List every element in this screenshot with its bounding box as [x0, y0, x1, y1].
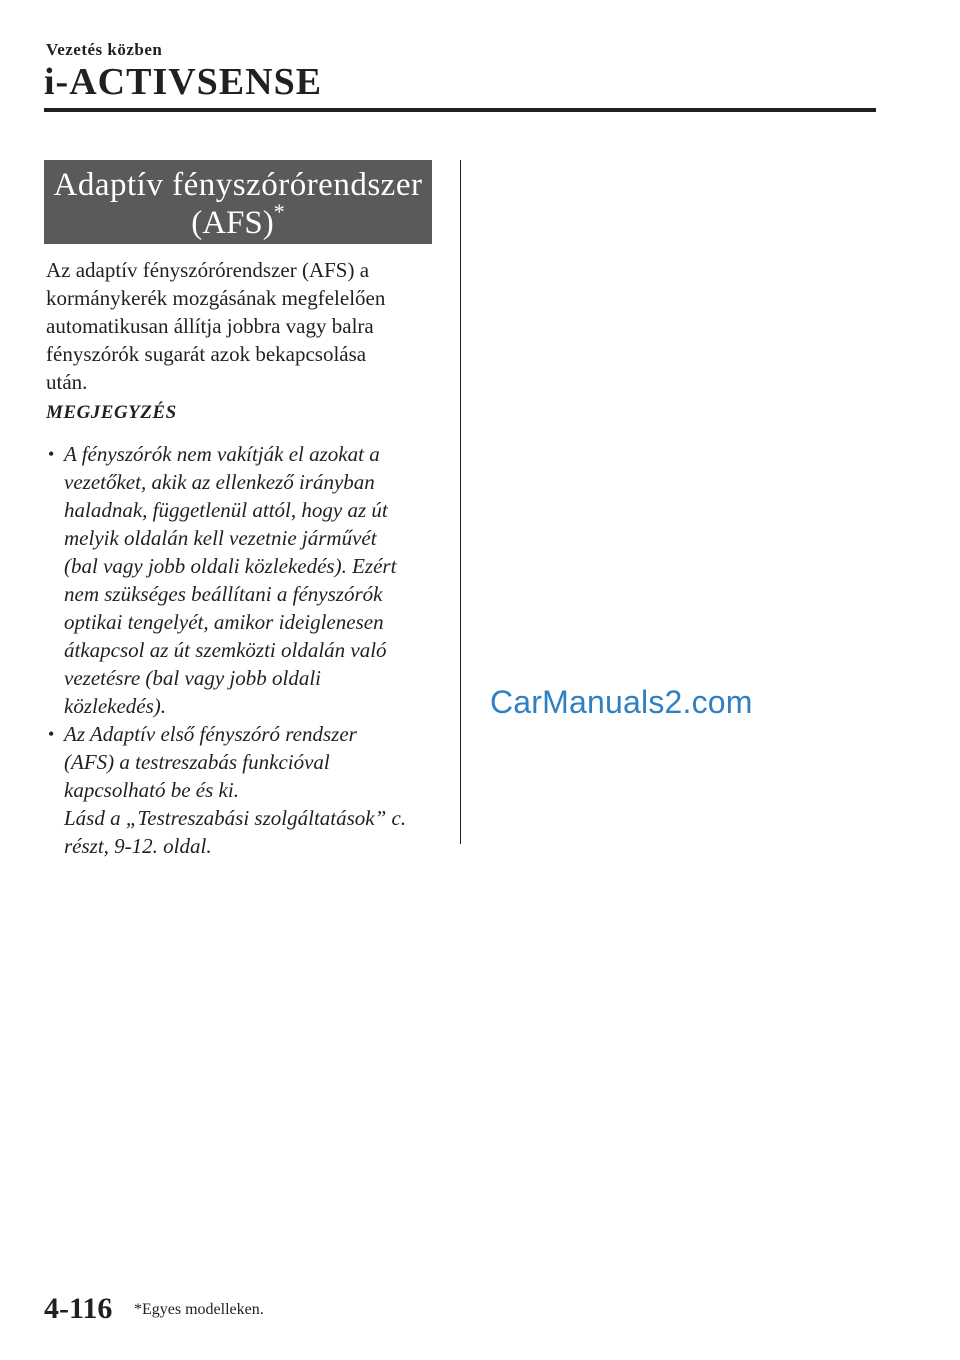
note-line: részt, 9-12. oldal. [64, 834, 212, 858]
column-divider [460, 160, 461, 844]
note-line: Az Adaptív első fényszóró rendszer [64, 722, 357, 746]
intro-line: Az adaptív fényszórórendszer (AFS) a [46, 258, 370, 282]
note-line: vezetésre (bal vagy jobb oldali [64, 666, 321, 690]
intro-paragraph [46, 256, 436, 396]
note-line: kapcsolható be és ki. [64, 778, 239, 802]
optional-equipment-mark: * [273, 199, 285, 224]
footnote: *Egyes modelleken. [134, 1301, 264, 1318]
topic-title-line2 [44, 199, 432, 242]
topic-title-box [44, 160, 432, 244]
note-line: átkapcsol az út szemközti oldalán való [64, 638, 387, 662]
intro-line: automatikusan állítja jobbra vagy balra [46, 314, 374, 338]
section-title: i-ACTIVSENSE [44, 61, 323, 103]
note-line: nem szükséges beállítani a fényszórók [64, 582, 383, 606]
note-line: közlekedés). [64, 694, 167, 718]
note-line: haladnak, függetlenül attól, hogy az út [64, 498, 388, 522]
header-rule [44, 108, 876, 112]
note-heading: MEGJEGYZÉS [46, 402, 177, 423]
note-line: (AFS) a testreszabás funkcióval [64, 750, 330, 774]
note-line: melyik oldalán kell vezetnie járművét [64, 526, 377, 550]
note-line: Lásd a „Testreszabási szolgáltatások” c. [64, 806, 407, 830]
note-item [46, 440, 446, 720]
intro-line: fényszórók sugarát azok bekapcsolása [46, 342, 367, 366]
note-list [46, 440, 446, 860]
page-number: 4-116 [44, 1292, 113, 1325]
bullet-icon: • [48, 724, 55, 744]
chapter-title: Vezetés közben [46, 40, 163, 59]
intro-line: után. [46, 370, 88, 394]
note-line: A fényszórók nem vakítják el azokat a [64, 442, 380, 466]
note-item [46, 720, 446, 860]
note-line: vezetőket, akik az ellenkező irányban [64, 470, 375, 494]
watermark-text: CarManuals2.com [490, 684, 753, 720]
note-line: optikai tengelyét, amikor ideiglenesen [64, 610, 384, 634]
note-line: (bal vagy jobb oldali közlekedés). Ezért [64, 554, 397, 578]
topic-title-line1: Adaptív fényszórórendszer [53, 167, 423, 203]
intro-line: kormánykerék mozgásának megfelelően [46, 286, 386, 310]
bullet-icon: • [48, 444, 55, 464]
topic-title-abbrev: (AFS) [191, 205, 274, 241]
